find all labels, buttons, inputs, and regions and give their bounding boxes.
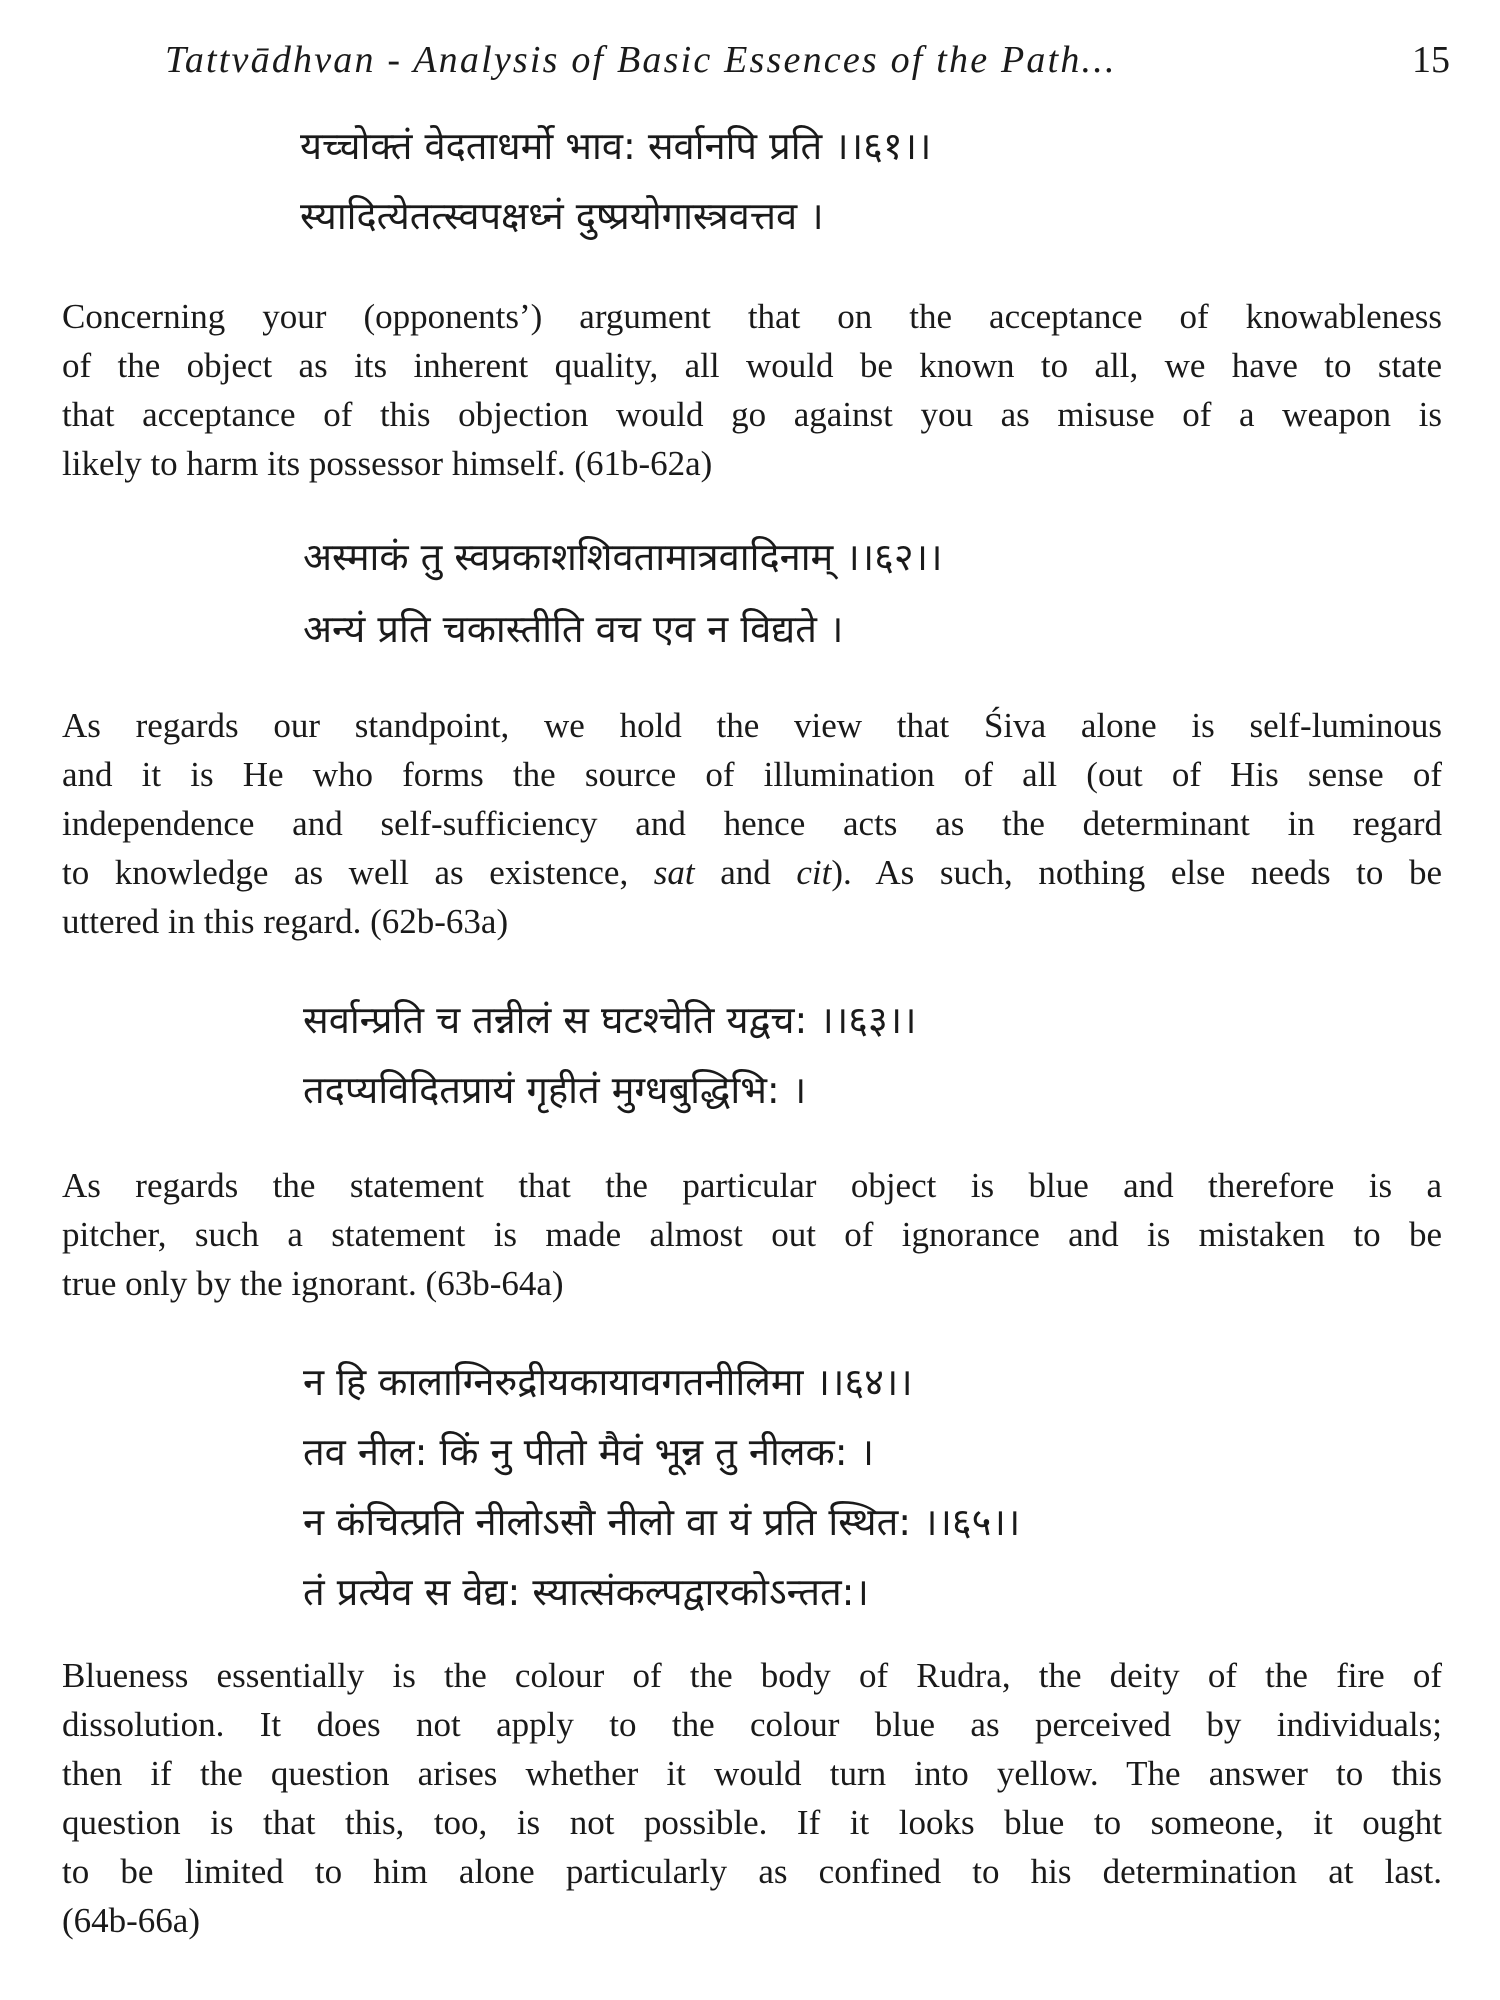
paragraph-line [62, 848, 1442, 897]
paragraph-line: Concerning your (opponents’) argument that on the acceptance of knowableness [62, 297, 1442, 336]
italic-term-sat: sat [653, 853, 695, 892]
paragraph-line: that acceptance of this objection would go against you as misuse of a weapon is [62, 395, 1442, 434]
translation-paragraph-64b-66a [62, 1651, 1442, 1945]
verse-61-line-2: स्यादित्येतत्स्वपक्षध्नं दुष्प्रयोगास्त्रवत्तव । [300, 194, 824, 238]
verse-61-line-1: यच्चोक्तं वेदताधर्मो भाव: सर्वानपि प्रति ।।६१।। [300, 124, 932, 168]
paragraph-line: Blueness essentially is the colour of the body of Rudra, the deity of the fire of [62, 1656, 1442, 1695]
paragraph-line: (64b-66a) [62, 1901, 201, 1940]
paragraph-line: likely to harm its possessor himself. (61b-62a) [62, 444, 713, 483]
text-segment: ). As such, nothing else needs to be [831, 853, 1442, 892]
paragraph-line: uttered in this regard. (62b-63a) [62, 902, 509, 941]
paragraph-line: question is that this, too, is not possible. If it looks blue to someone, it ought [62, 1803, 1442, 1842]
verse-64-line-2: तव नील: किं नु पीतो मैवं भून्न तु नीलक: । [303, 1430, 875, 1474]
text-segment: and [694, 853, 797, 892]
paragraph-line: to be limited to him alone particularly as confined to his determination at last. [62, 1852, 1442, 1891]
verse-62-line-2: अन्यं प्रति चकास्तीति वच एव न विद्यते । [303, 607, 844, 651]
verse-63-line-2: तदप्यविदितप्रायं गृहीतं मुग्धबुद्धिभि: । [303, 1068, 807, 1112]
paragraph-line: independence and self-sufficiency and hence acts as the determinant in regard [62, 804, 1442, 843]
translation-paragraph-61b-62a [62, 292, 1442, 488]
italic-term-cit: cit [796, 853, 832, 892]
paragraph-line: and it is He who forms the source of illumination of all (out of His sense of [62, 755, 1442, 794]
paragraph-line: As regards our standpoint, we hold the view that Śiva alone is self-luminous [62, 706, 1442, 745]
text-segment: to knowledge as well as existence, [62, 853, 654, 892]
running-title: Tattvādhvan - Analysis of Basic Essences of the Path... [165, 39, 1117, 81]
paragraph-line: pitcher, such a statement is made almost out of ignorance and is mistaken to be [62, 1215, 1442, 1254]
paragraph-line: dissolution. It does not apply to the colour blue as perceived by individuals; [62, 1705, 1442, 1744]
verse-63-line-1: सर्वान्प्रति च तन्नीलं स घटश्चेति यद्वच: ।।६३।। [303, 998, 917, 1042]
paragraph-line: then if the question arises whether it would turn into yellow. The answer to this [62, 1754, 1442, 1793]
page-header [165, 38, 1450, 90]
paragraph-line: true only by the ignorant. (63b-64a) [62, 1264, 564, 1303]
verse-65-line-2: तं प्रत्येव स वेद्य: स्यात्संकल्पद्वारकोऽन्तत:। [303, 1570, 869, 1614]
page-number: 15 [1412, 39, 1450, 81]
translation-paragraph-63b-64a [62, 1161, 1442, 1308]
verse-64-line-1: न हि कालाग्निरुद्रीयकायावगतनीलिमा ।।६४।। [303, 1360, 913, 1404]
translation-paragraph-62b-63a [62, 701, 1442, 946]
verse-65-line-1: न कंचित्प्रति नीलोऽसौ नीलो वा यं प्रति स्थित: ।।६५।। [303, 1500, 1021, 1544]
verse-62-line-1: अस्माकं तु स्वप्रकाशशिवतामात्रवादिनाम् ।।६२।। [303, 535, 943, 579]
paragraph-line: of the object as its inherent quality, all would be known to all, we have to state [62, 346, 1442, 385]
paragraph-line: As regards the statement that the particular object is blue and therefore is a [62, 1166, 1442, 1205]
